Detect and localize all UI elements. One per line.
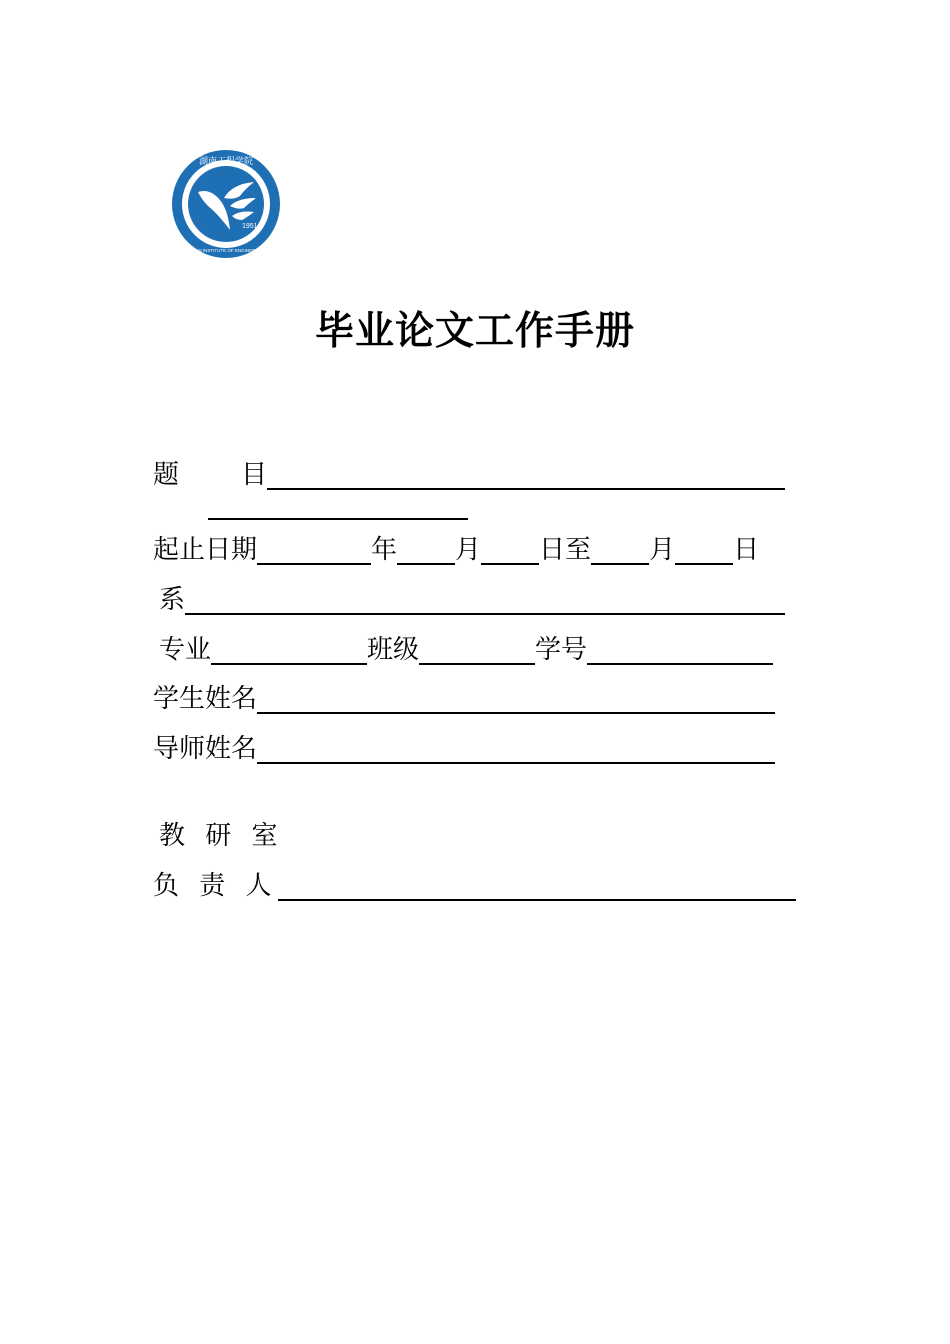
school-logo [170,148,282,260]
dates-row [153,535,759,565]
major-label: 专业 [159,635,212,665]
topic-row [153,460,785,490]
department-label: 系 [159,585,186,615]
advisor-name-row [153,734,775,764]
logo-year: 1951 [242,223,258,230]
month-label-1: 月 [455,535,482,565]
major-blank[interactable] [211,635,367,665]
end-day-blank[interactable] [675,535,733,565]
start-year-blank[interactable] [257,535,371,565]
class-label: 班级 [367,635,420,665]
student-id-label: 学号 [535,635,588,665]
dates-label: 起止日期 [153,535,258,565]
class-blank[interactable] [419,635,535,665]
student-name-row [153,684,775,714]
start-month-blank[interactable] [397,535,455,565]
major-class-id-row [159,635,773,665]
end-month-blank[interactable] [591,535,649,565]
topic-label-b: 目 [241,460,268,490]
topic-blank-2[interactable] [208,490,468,520]
topic-row-2 [208,490,468,520]
lab-head-label-2: 负 责 人 [153,871,278,901]
topic-blank[interactable] [267,460,785,490]
year-label: 年 [371,535,398,565]
day-to-label: 日至 [539,535,592,565]
topic-label-a: 题 [153,460,180,490]
department-row [159,585,785,615]
lab-head-row-1 [159,821,284,851]
department-blank[interactable] [185,585,785,615]
lab-head-row-2 [153,871,796,901]
student-name-label: 学生姓名 [153,684,258,714]
logo-chinese-name: 湖南工程学院 [198,157,254,167]
lab-head-blank[interactable] [278,871,796,901]
advisor-name-blank[interactable] [257,734,775,764]
page-title: 毕业论文工作手册 [314,309,635,354]
student-id-blank[interactable] [587,635,773,665]
start-day-blank[interactable] [481,535,539,565]
student-name-blank[interactable] [257,684,775,714]
advisor-name-label: 导师姓名 [153,734,258,764]
logo-english-name: HUNAN INSTITUTE OF ENGINEERING [185,248,267,253]
month-label-2: 月 [649,535,676,565]
day-label: 日 [733,535,760,565]
lab-head-label-1: 教 研 室 [159,821,284,851]
